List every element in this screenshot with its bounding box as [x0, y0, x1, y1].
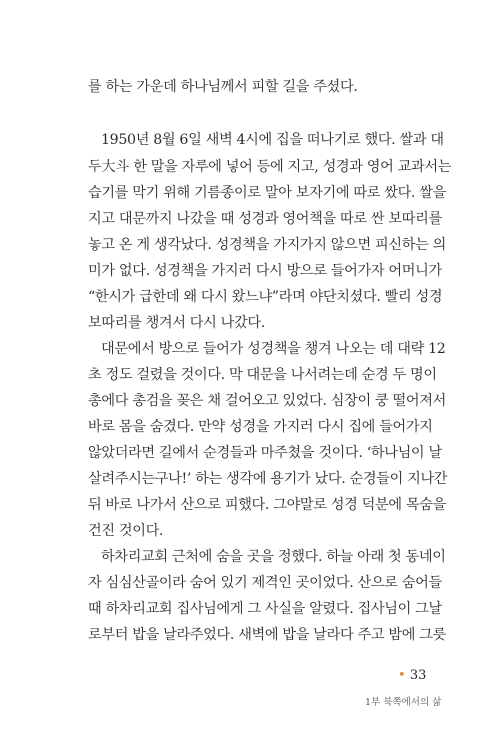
text-line: 를 하는 가운데 하나님께서 피할 길을 주셨다. [88, 79, 358, 95]
text-line: 두大斗 한 말을 자루에 넣어 등에 지고, 성경과 영어 교과서는 [88, 159, 452, 175]
text-line: 보따리를 챙겨서 다시 나갔다. [88, 315, 265, 331]
text-line: “한시가 급한데 왜 다시 왔느냐”라며 야단치셨다. 빨리 성경 [88, 289, 443, 305]
page-number [398, 668, 426, 683]
page-number-bullet: • [398, 668, 406, 683]
text-line: 하차리교회 근처에 숨을 곳을 정했다. 하늘 아래 첫 동네이 [101, 549, 446, 565]
text-line: 않았더라면 길에서 순경들과 마주쳤을 것이다. ‘하나님이 날 [88, 445, 442, 461]
text-line: 미가 없다. 성경책을 가지러 다시 방으로 들어가자 어머니가 [88, 263, 442, 279]
text-line: 지고 대문까지 나갔을 때 성경과 영어책을 따로 싼 보따리를 [88, 211, 442, 227]
page-number-value: 33 [409, 668, 427, 683]
text-line: 살려주시는구나!’ 하는 생각에 용기가 났다. 순경들이 지나간 [88, 471, 448, 487]
text-line: 총에다 총검을 꽂은 채 걸어오고 있었다. 심장이 쿵 떨어져서 [88, 393, 446, 409]
text-line: 바로 몸을 숨겼다. 만약 성경을 가지러 다시 집에 들어가지 [88, 419, 433, 435]
text-line: 로부터 밥을 날라주었다. 새벽에 밥을 날라다 주고 밤에 그릇 [88, 627, 446, 643]
text-line: 자 심심산골이라 숨어 있기 제격인 곳이었다. 산으로 숨어들 [88, 575, 442, 591]
text-line: 습기를 막기 위해 기름종이로 말아 보자기에 따로 쌌다. 쌀을 [88, 185, 446, 201]
text-line: 때 하차리교회 집사님에게 그 사실을 알렸다. 집사님이 그날 [88, 601, 442, 617]
text-line: 1950년 8월 6일 새벽 4시에 집을 떠나기로 했다. 쌀과 대 [101, 132, 444, 148]
text-line: 대문에서 방으로 들어가 성경책을 챙겨 나오는 데 대략 12 [101, 341, 446, 357]
text-line: 놓고 온 게 생각났다. 성경책을 가지가지 않으면 피신하는 의 [88, 237, 446, 253]
text-line: 초 정도 걸렸을 것이다. 막 대문을 나서려는데 순경 두 명이 [88, 367, 437, 383]
text-line: 건진 것이다. [88, 523, 164, 539]
running-head: 1부 북쪽에서의 삶 [365, 697, 442, 708]
text-line: 뒤 바로 나가서 산으로 피했다. 그야말로 성경 덕분에 목숨을 [88, 497, 446, 513]
